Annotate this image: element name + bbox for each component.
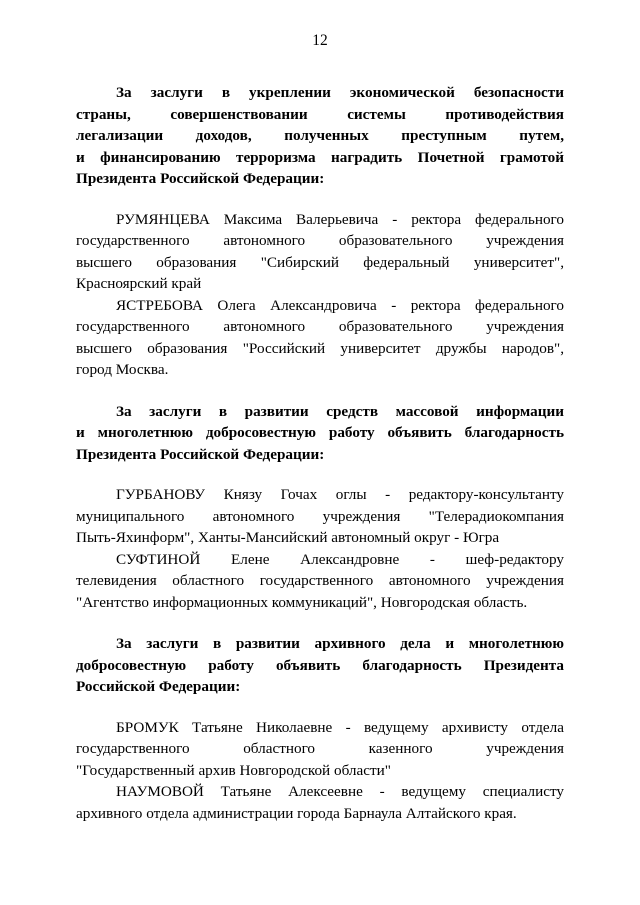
awardee-entry: [76, 717, 564, 782]
text-line: За заслуги в развитии архивного дела и многолетнюю: [116, 635, 564, 652]
text-line: государственного автономного образовательного учреждения: [76, 318, 564, 335]
text-line: и многолетнюю добросовестную работу объявить благодарность: [76, 424, 564, 441]
text-line: За заслуги в развитии средств массовой информации: [116, 402, 564, 420]
awardee-entry: [76, 549, 564, 614]
text-line: муниципального автономного учреждения "Телерадиокомпания: [76, 507, 564, 525]
awardee-entry: [76, 295, 564, 381]
text-line: Красноярский край: [76, 275, 202, 292]
text-line: ГУРБАНОВУ Князу Гочах оглы - редактору-консультанту: [116, 486, 564, 503]
awardee-entry: [76, 484, 564, 549]
text-line: страны, совершенствовании системы противодействия: [76, 105, 564, 123]
text-line: архивного отдела администрации города Барнаула Алтайского края.: [76, 804, 517, 822]
text-line: Президента Российской Федерации:: [76, 170, 325, 187]
text-line: "Агентство информационных коммуникаций", Новгородская область.: [76, 593, 528, 611]
text-line: "Государственный архив Новгородской области": [76, 761, 391, 779]
award-section-heading: [76, 401, 564, 466]
awardee-entry: [76, 209, 564, 295]
page-number: 12: [312, 32, 328, 49]
text-line: высшего образования "Российский университет дружбы народов",: [76, 339, 564, 357]
text-line: За заслуги в укреплении экономической безопасности: [116, 84, 564, 101]
text-line: высшего образования "Сибирский федеральный университет",: [76, 253, 564, 271]
text-line: ЯСТРЕБОВА Олега Александровича - ректора федерального: [116, 296, 564, 314]
text-line: Пыть-Яхинформ", Ханты-Мансийский автономный округ - Югра: [76, 529, 500, 546]
text-line: и финансированию терроризма наградить Почетной грамотой: [76, 148, 564, 166]
text-line: Президента Российской Федерации:: [76, 445, 325, 463]
award-section-heading: [76, 633, 564, 698]
text-line: телевидения областного государственного автономного учреждения: [76, 572, 564, 589]
award-section-heading: [76, 82, 564, 190]
text-line: легализации доходов, полученных преступным путем,: [76, 127, 564, 144]
text-line: государственного автономного образовательного учреждения: [76, 232, 564, 249]
document-body: [76, 82, 564, 824]
text-line: РУМЯНЦЕВА Максима Валерьевича - ректора федерального: [116, 210, 564, 228]
text-line: государственного областного казенного учреждения: [76, 740, 564, 757]
text-line: добросовестную работу объявить благодарность Президента: [76, 656, 564, 674]
text-line: город Москва.: [76, 361, 169, 378]
text-line: СУФТИНОЙ Елене Александровне - шеф-редактору: [116, 550, 564, 568]
awardee-entry: [76, 781, 564, 824]
text-line: Российской Федерации:: [76, 678, 241, 695]
text-line: НАУМОВОЙ Татьяне Алексеевне - ведущему специалисту: [116, 783, 564, 800]
text-line: БРОМУК Татьяне Николаевне - ведущему архивисту отдела: [116, 718, 564, 736]
